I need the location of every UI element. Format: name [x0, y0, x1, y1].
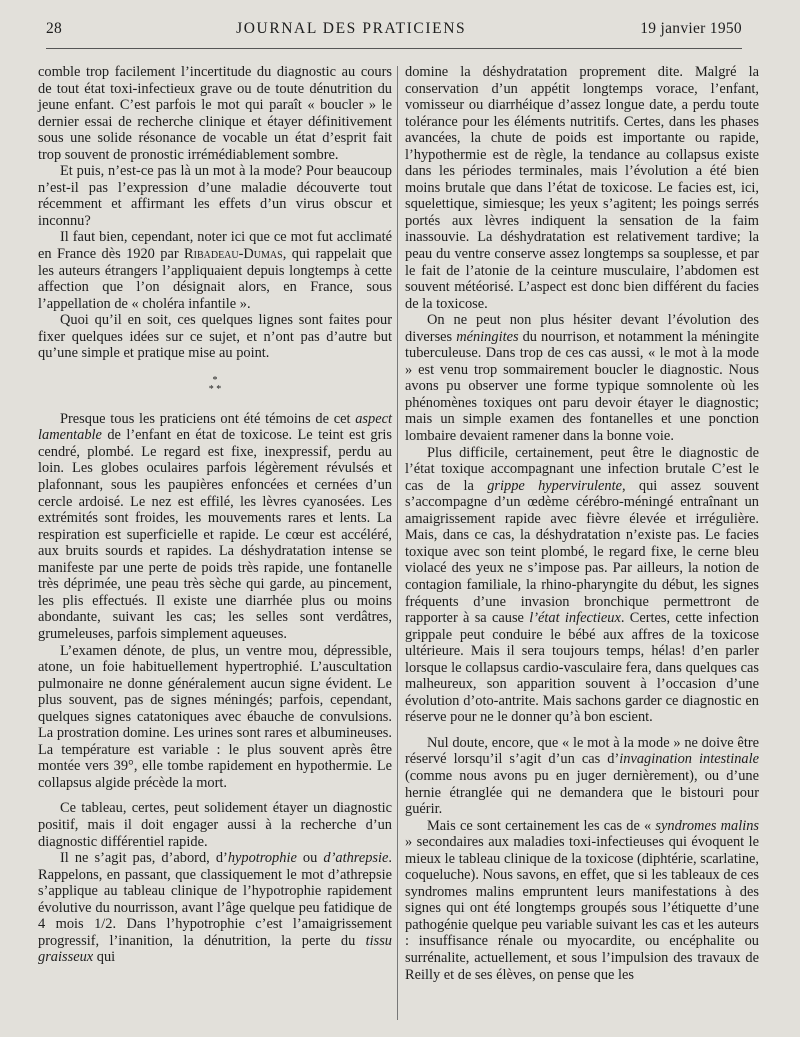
paragraph: Presque tous les praticiens ont été témoins de cet aspect lamentable de l’enfant en état de toxicose. Le teint est gris cendré, plombé. Le regard est fixe, inexpressif, perdu au loin. Les globes oculaires parfois légèrement révulsés et plafonnant, sous les paupières enfoncées et cernées d’un cercle ardoisé. Le nez est effilé, les lèvres cyanosées. Les extrémités sont froides, les mouvements rares et lents. La respiration est superficielle et rapide. Le cœur est accéléré, aux bruits sourds et rapides. La déshydratation intense se manifeste par une perte de poids très rapide, une fontanelle très déprimée, une peau très sèche qui garde, au pincement, les plis effectués. Il existe une diarrhée plus ou moins abondante, suivant les cas; les selles sont verdâtres, grumeleuses, parfois simplement aqueuses.: [38, 410, 392, 642]
header-rule: [46, 48, 742, 49]
paragraph: comble trop facilement l’incertitude du diagnostic au cours de tout état toxi-infectieux grave ou de toute dénutrition du jeune enfant. C’est parfois le mot qui paraît « boucler » le dernier essai de recherche clinique et étayer définitivement sous une solide résonance de vocable un état d’esprit fait trop souvent de pronostic irrémédiablement sombre.: [38, 64, 392, 163]
paragraph: L’examen dénote, de plus, un ventre mou, dépressible, atone, un foie habituellement hypertrophié. L’auscultation pulmonaire ne donne généralement aucun signe évident. Le plus souvent, pas de signes méningés; parfois, cependant, quelques signes catatoniques avec ébauche de convulsions. La prostration domine. Les urines sont rares et albumineuses. La température est variable : le plus souvent après être montée vers 39°, elle tombe rapidement en hypothermie. Le collapsus algide précède la mort.: [38, 642, 392, 791]
column-divider: [397, 66, 398, 1020]
left-column: [38, 64, 392, 966]
paragraph: Il ne s’agit pas, d’abord, d’hypotrophie ou d’athrepsie. Rappelons, en passant, que classiquement le mot d’athrepsie s’applique au tableau clinique de l’hypotrophie rapidement évolutive du nourrisson, avant l’âge quelque peu fatidique de 4 mois 1/2. Dans l’hypotrophie c’est l’amaigrissement progressif, l’inanition, la dénutrition, la perte du tissu graisseux qui: [38, 850, 393, 966]
section-separator: * * *: [208, 374, 222, 395]
paragraph: On ne peut non plus hésiter devant l’évolution des diverses méningites du nourrison, et notamment la méningite tuberculeuse. Dans trop de ces cas aussi, « le mot à la mode » est venu trop sommairement boucler le diagnostic. Nous avons pu observer une forme typique somnolente où les phénomènes toxiques ont paru devoir étayer le diagnostic; mais un simple examen des fontanelles et une ponction lombaire devaient ramener dans la bonne voie.: [405, 312, 759, 445]
running-header: [46, 20, 742, 46]
paragraph: Ce tableau, certes, peut solidement étayer un diagnostic positif, mais il doit engager aussi à la recherche d’un diagnostic différentiel rapide.: [38, 800, 392, 850]
right-column: [405, 64, 759, 983]
page-number: 28: [46, 20, 63, 37]
paragraph: Plus difficile, certainement, peut être le diagnostic de l’état toxique accompagnant une infection brutale C’est le cas de la grippe hypervirulente, qui assez souvent s’accompagne d’un œdème cérébro-méningé entraînant un amaigrissement rapide avec fièvre élevée et irrégulière. Mais, dans ce cas, la déshydratation n’existe pas. Le facies toxique avec son teint plombé, le regard fixe, le cerne bleu violacé des yeux ne s’impose pas. Par ailleurs, la notion de contagion familiale, la rhino-pharyngite du début, les signes fréquents d’une invasion bronchique permettront de rapporter à sa cause l’état infectieux. Certes, cette infection grippale peut conduire le bébé aux affres de la toxicose ultérieure. Mais il sera toujours temps, hélas! d’en parler lorsque le collapsus cardio-vasculaire fera, dans quelques cas malheureux, son apparition souvent à l’occasion d’une évolution d’oto-antrite. Mais sachons garder ce diagnostic en réserve pour ne le donner qu’à bon escient.: [405, 444, 760, 726]
issue-date: 19 janvier 1950: [640, 20, 742, 37]
paragraph: Et puis, n’est-ce pas là un mot à la mode? Pour beaucoup n’est-il pas l’expression d’une maladie découverte tout récemment et affirmant les effets d’un virus obscur et inconnu?: [38, 163, 392, 229]
paragraph: Quoi qu’il en soit, ces quelques lignes sont faites pour fixer quelques idées sur ce sujet, et n’ont pas d’autre but qu’une simple et pratique mise au point.: [38, 312, 392, 362]
author-name: Ribadeau-Dumas: [184, 246, 283, 263]
paragraph: Il faut bien, cependant, noter ici que ce mot fut acclimaté en France dès 1920 par Ribadeau-Dumas, qui rappelait que les auteurs étrangers l’appliquaient depuis longtemps à cette affection que l’on désignait alors, en France, sous l’appellation de « choléra infantile ».: [38, 229, 392, 312]
paragraph: domine la déshydratation proprement dite. Malgré la conservation d’un appétit longtemps vorace, l’enfant, vomisseur ou diarrhéique d’assez longue date, a perdu toute tolérance pour les éléments nutritifs. Certes, dans les phases avancées, la chute de poids est importante ou rapide, l’hypothermie est de règle, la tendance au collapsus existe dans les périodes terminales, mais l’évolution a été bien moins brutale que dans l’état de toxicose. Le facies est, ici, squelettique, simiesque; les yeux s’agitent; les poings serrés portés aux lèvres indiquent la sensation de la faim inassouvie. La déshydratation est relativement tardive; la peau du ventre conserve assez longtemps sa souplesse, et par le fait de l’atonie de la ceinture musculaire, l’abdomen est souvent météorisé. L’aspect est donc bien différent du facies de la toxicose.: [405, 64, 759, 312]
paragraph: Nul doute, encore, que « le mot à la mode » ne doive être réservé lorsqu’il s’agit d’un cas d’invagination intestinale (comme nous avons pu en juger dernièrement), ou d’une hernie étranglée qui ne demandera que le bistouri pour guérir.: [405, 734, 759, 818]
paragraph: Mais ce sont certainement les cas de « syndromes malins » secondaires aux maladies toxi-infectieuses qui évoquent le mieux le tableau clinique de la toxicose (diphtérie, scarlatine, coqueluche). Nous savons, en effet, que si les tableaux de ces syndromes malins empruntent leurs manifestations à des signes qui ont été longtemps groupés sous l’étiquette d’une pathogénie quelque peu variable suivant les cas et les auteurs : insuffisance rénale ou myocardite, ou encéphalite ou surrénalite, actuellement, et sous l’impulsion des travaux de Reilly et de ses élèves, on pense que les: [405, 817, 759, 983]
journal-title: JOURNAL DES PRATICIENS: [236, 20, 467, 37]
